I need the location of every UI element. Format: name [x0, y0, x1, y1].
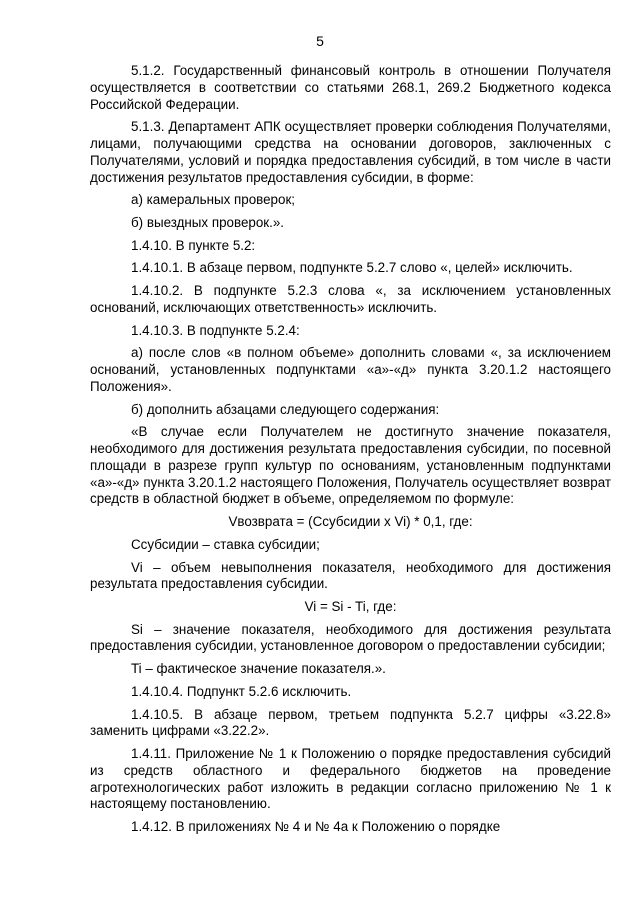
paragraph-1-4-10-3: 1.4.10.3. В подпункте 5.2.4: — [131, 322, 300, 338]
list-item-a-desk-audits: а) камеральных проверок; — [131, 192, 296, 208]
list-item-b-add-paragraphs: б) дополнить абзацами следующего содержания: — [131, 401, 440, 417]
paragraph-1-4-10: 1.4.10. В пункте 5.2: — [131, 237, 256, 253]
paragraph-1-4-10-2: 1.4.10.2. В подпункте 5.2.3 слова «, за исключением установленных оснований, исключающих ответственность» исключить. — [90, 283, 611, 315]
formula-return-volume: Vвозврата = (Сcубсидии x Vi) * 0,1, где: — [228, 514, 473, 530]
paragraph-1-4-10-5: 1.4.10.5. В абзаце первом, третьем подпункта 5.2.7 цифры «3.22.8» заменить цифрами «3.22.2». — [90, 706, 611, 739]
list-item-b-field-audits: б) выездных проверок.». — [131, 215, 285, 231]
formula-vi: Vi = Si - Ti, где: — [304, 598, 397, 614]
paragraph-5-1-3: 5.1.3. Департамент АПК осуществляет проверки соблюдения Получателями, лицами, получающими средства на основании договоров, заключенных с Получателями, условий и порядка предоставления субсидий, в том числе в части достижения результатов предоставления субсидии, в форме: — [90, 119, 611, 185]
paragraph-1-4-11: 1.4.11. Приложение № 1 к Положению о порядке предоставления субсидий из средств областного и федерального бюджетов на проведение агротехнологических работ изложить в редакции согласно приложению № 1 к настоящему постановлению. — [90, 746, 611, 812]
paragraph-1-4-12: 1.4.12. В приложениях № 4 и № 4а к Положению о порядке — [131, 819, 501, 835]
definition-vi: Vi – объем невыполнения показателя, необходимого для достижения результата предоставления субсидии. — [90, 559, 611, 592]
definition-ti: Ti – фактическое значение показателя.». — [131, 661, 386, 677]
definition-subsidy-rate: Сcубсидии – ставка субсидии; — [131, 536, 320, 552]
document-body — [90, 63, 611, 842]
page-number: 5 — [316, 33, 324, 49]
paragraph-1-4-10-1: 1.4.10.1. В абзаце первом, подпункте 5.2.7 слово «, целей» исключить. — [131, 260, 573, 276]
quoted-paragraph-return-funds: «В случае если Получателем не достигнуто значение показателя, необходимого для достижения результата предоставления субсидии, по посевной площади в разрезе групп культур по основаниям, установленным подпунктами «а»-«д» пункта 3.20.1.2 настоящего Положения, Получатель осуществляет возврат средств в областной бюджет в объеме, определяемом по формуле: — [90, 424, 611, 507]
definition-si: Si – значение показателя, необходимого для достижения результата предоставления субсидии, установленное договором о предоставлении субсидии; — [90, 621, 611, 654]
list-item-a-after-words: а) после слов «в полном объеме» дополнить словами «, за исключением оснований, установленных подпунктами «а»-«д» пункта 3.20.1.2 настоящего Положения». — [90, 345, 611, 394]
paragraph-1-4-10-4: 1.4.10.4. Подпункт 5.2.6 исключить. — [131, 683, 352, 699]
paragraph-5-1-2: 5.1.2. Государственный финансовый контроль в отношении Получателя осуществляется в соответствии со статьями 268.1, 269.2 Бюджетного кодекса Российской Федерации. — [90, 63, 611, 112]
